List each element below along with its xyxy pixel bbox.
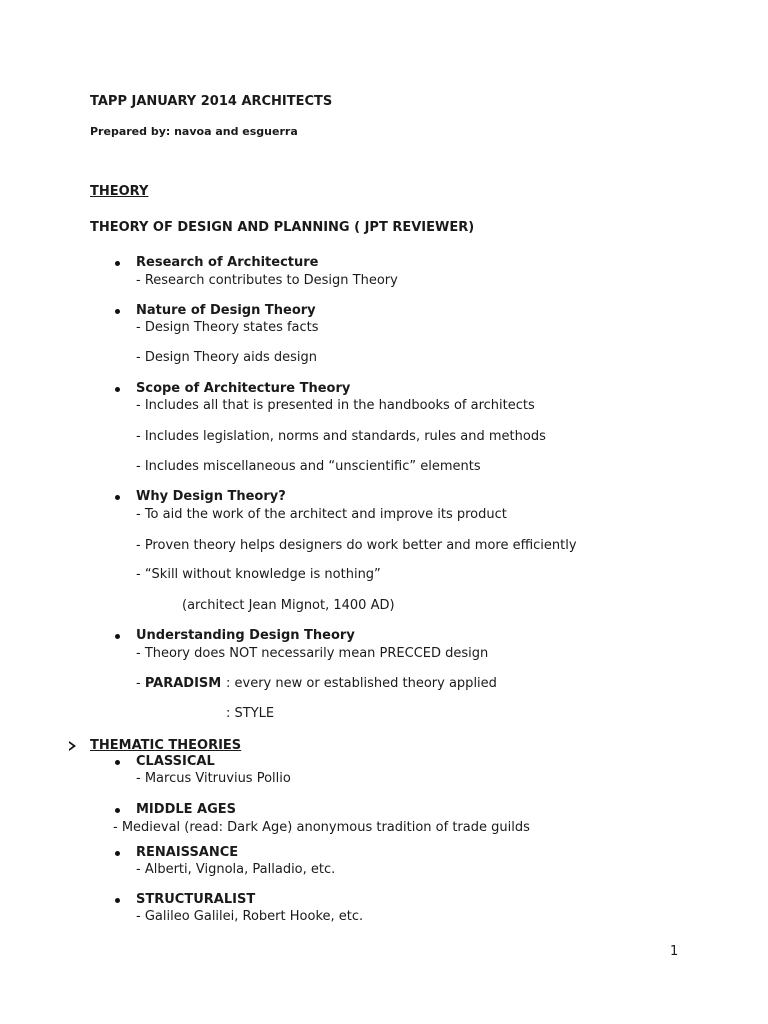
bullet-icon	[115, 261, 120, 266]
topic-title-why: Why Design Theory?	[136, 489, 286, 504]
section-heading: THEORY	[90, 184, 149, 199]
bullet-icon	[115, 808, 120, 813]
thematic-desc: - Marcus Vitruvius Pollio	[136, 771, 291, 786]
paradism-line	[136, 676, 221, 692]
thematic-desc: - Medieval (read: Dark Age) anonymous tradition of trade guilds	[113, 820, 530, 835]
thematic-desc: - Galileo Galilei, Robert Hooke, etc.	[136, 909, 364, 924]
topic-title-understanding: Understanding Design Theory	[136, 628, 355, 643]
topic-line: - Proven theory helps designers do work better and more efficiently	[136, 538, 577, 553]
topic-line: - To aid the work of the architect and improve its product	[136, 507, 507, 522]
topic-line: - Design Theory states facts	[136, 320, 319, 335]
topic-line: - Includes all that is presented in the handbooks of architects	[136, 398, 535, 413]
bullet-icon	[115, 309, 120, 314]
topic-line: - Includes miscellaneous and “unscientific” elements	[136, 459, 481, 474]
bullet-icon	[115, 760, 120, 765]
bullet-icon	[115, 387, 120, 392]
prepared-by: Prepared by: navoa and esguerra	[90, 125, 298, 138]
thematic-title-classical: CLASSICAL	[136, 754, 215, 769]
thematic-desc: - Alberti, Vignola, Palladio, etc.	[136, 862, 336, 877]
paradism-term: PARADISM	[144, 676, 222, 691]
topic-title-scope: Scope of Architecture Theory	[136, 381, 351, 396]
thematic-title-structuralist: STRUCTURALIST	[136, 892, 256, 907]
bullet-icon	[115, 634, 120, 639]
topic-line: - “Skill without knowledge is nothing”	[136, 567, 381, 582]
paradism-definition-style: : STYLE	[226, 706, 275, 721]
bullet-icon	[115, 495, 120, 500]
paradism-definition: : every new or established theory applied	[226, 676, 497, 691]
thematic-heading: THEMATIC THEORIES	[90, 738, 242, 753]
topic-title-research: Research of Architecture	[136, 255, 319, 270]
section-subheading: THEORY OF DESIGN AND PLANNING ( JPT REVIEWER)	[90, 220, 475, 235]
bullet-icon	[115, 898, 120, 903]
topic-line: - Design Theory aids design	[136, 350, 318, 365]
quote-attribution: (architect Jean Mignot, 1400 AD)	[182, 598, 395, 613]
page-number: 1	[670, 944, 679, 959]
topic-title-nature: Nature of Design Theory	[136, 303, 316, 318]
topic-line: - Includes legislation, norms and standards, rules and methods	[136, 429, 546, 444]
paradism-prefix: -	[136, 676, 145, 691]
topic-line: - Theory does NOT necessarily mean PRECCED design	[136, 646, 489, 661]
thematic-title-renaissance: RENAISSANCE	[136, 845, 239, 860]
topic-line: - Research contributes to Design Theory	[136, 273, 398, 288]
bullet-icon	[115, 851, 120, 856]
arrow-bullet-inner-icon	[69, 743, 73, 749]
thematic-title-middle-ages: MIDDLE AGES	[136, 802, 237, 817]
document-title: TAPP JANUARY 2014 ARCHITECTS	[90, 94, 333, 109]
